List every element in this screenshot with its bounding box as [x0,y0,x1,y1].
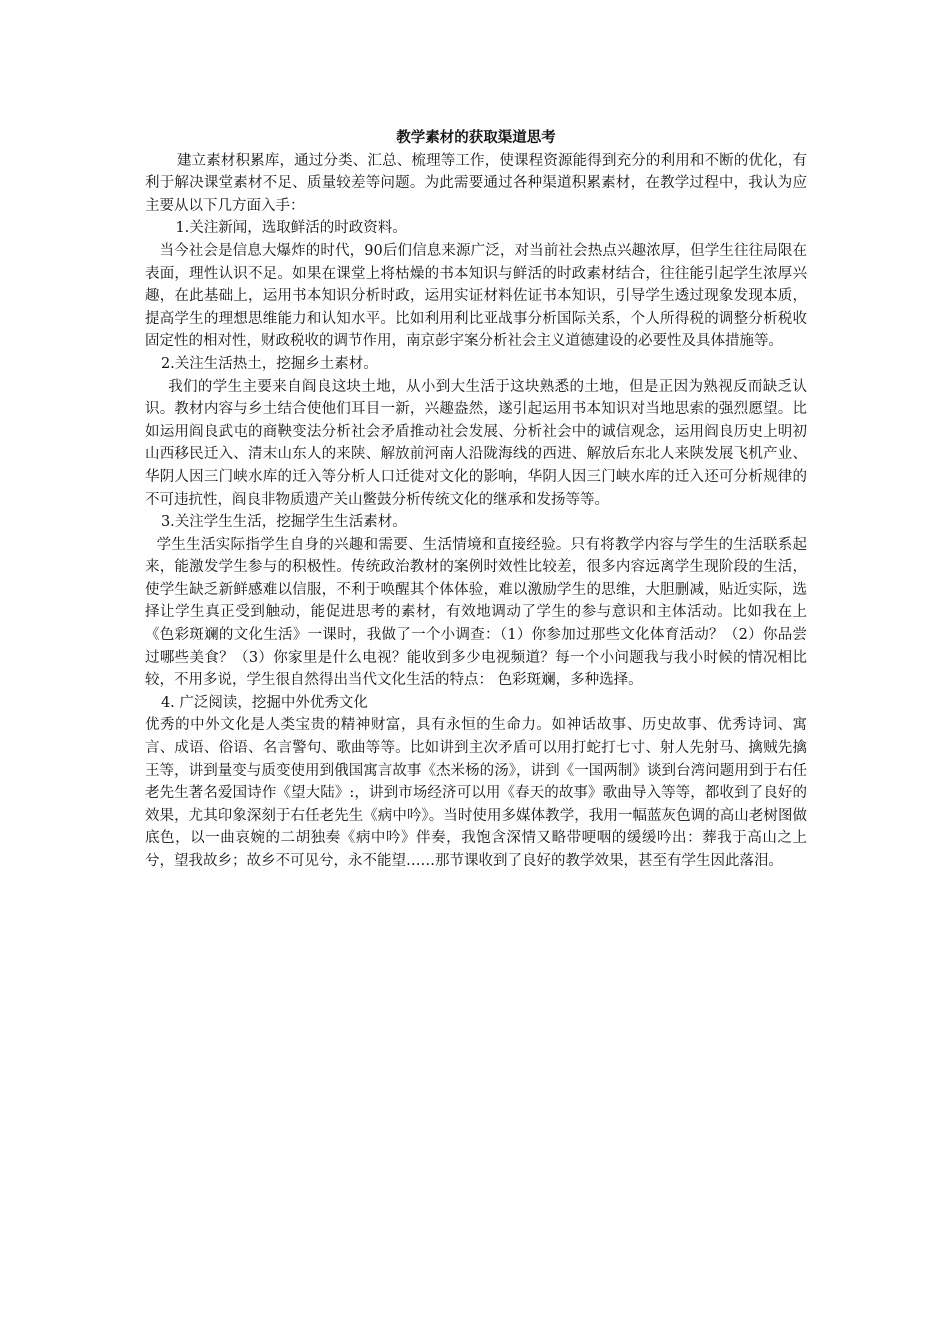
section-1-body: 当今社会是信息大爆炸的时代，90后们信息来源广泛，对当前社会热点兴趣浓厚，但学生往往局限在表面，理性认识不足。如果在课堂上将枯燥的书本知识与鲜活的时政素材结合，往往能引起学生浓厚兴趣，在此基础上，运用书本知识分析时政，运用实证材料佐证书本知识，引导学生透过现象发现本质，提高学生的理想思维能力和认知水平。比如利用利比亚战事分析国际关系，个人所得税的调整分析税收固定性的相对性，财政税收的调节作用，南京彭宇案分析社会主义道德建设的必要性及具体措施等。 [145,242,807,350]
section-2-heading: 2.关注生活热土，挖掘乡土素材。 [160,355,378,372]
section-3-heading: 3.关注学生生活，挖掘学生生活素材。 [160,514,407,531]
section-3-body: 学生生活实际指学生自身的兴趣和需要、生活情境和直接经验。只有将教学内容与学生的生活联系起来，能激发学生参与的积极性。传统政治教材的案例时效性比较差，很多内容远离学生现阶段的生活，使学生缺乏新鲜感难以信服，不利于唤醒其个体体验，难以激励学生的思维，大胆删减，贴近实际，选择让学生真正受到触动，能促进思考的素材，有效地调动了学生的参与意识和主体活动。比如我在上《色彩斑斓的文化生活》一课时，我做了一个小调查：（1）你参加过那些文化体育活动？（2）你品尝过哪些美食？（3）你家里是什么电视？能收到多少电视频道？每一个小问题我与我小时候的情况相比较，不用多说，学生很自然得出当代文化生活的特点： 色彩斑斓，多种选择。 [145,536,807,689]
section-1-heading: 1.关注新闻，选取鲜活的时政资料。 [175,220,407,237]
intro-paragraph: 建立素材积累库，通过分类、汇总、梳理等工作，使课程资源能得到充分的利用和不断的优化，有利于解决课堂素材不足、质量较差等问题。为此需要通过各种渠道积累素材，在教学过程中，我认为应主要从以下几方面入手： [145,152,807,214]
document-title: 教学素材的获取渠道思考 [396,129,556,146]
section-2-body: 我们的学生主要来自阎良这块土地，从小到大生活于这块熟悉的土地，但是正因为熟视反而缺乏认识。教材内容与乡土结合使他们耳目一新，兴趣盎然，遂引起运用书本知识对当地思索的强烈愿望。比如运用阎良武屯的商鞅变法分析社会矛盾推动社会发展、分析社会中的诚信观念，运用阎良历史上明初山西移民迁入、清末山东人的来陕、解放前河南人沿陇海线的西进、解放后东北人来陕发展飞机产业、华阴人因三门峡水库的迁入等分析人口迁徙对文化的影响，华阴人因三门峡水库的迁入还可分析规律的不可违抗性，阎良非物质遗产关山鳖鼓分析传统文化的继承和发扬等等。 [145,378,807,508]
section-4-body: 优秀的中外文化是人类宝贵的精神财富，具有永恒的生命力。如神话故事、历史故事、优秀诗词、寓言、成语、俗语、名言警句、歌曲等等。比如讲到主次矛盾可以用打蛇打七寸、射人先射马、擒贼先擒王等，讲到量变与质变使用到俄国寓言故事《杰米杨的汤》，讲到《一国两制》谈到台湾问题用到于右任老先生著名爱国诗作《望大陆》:，讲到市场经济可以用《春天的故事》歌曲导入等等，都收到了良好的效果，尤其印象深刻于右任老先生《病中吟》。当时使用多媒体教学，我用一幅蓝灰色调的高山老树图做底色，以一曲哀婉的二胡独奏《病中吟》伴奏，我饱含深情又略带哽咽的缓缓吟出：葬我于高山之上兮，望我故乡；故乡不可见兮，永不能望……那节课收到了良好的教学效果，甚至有学生因此落泪。 [145,717,807,869]
section-4-heading: 4. 广泛阅读，挖掘中外优秀文化 [160,694,368,711]
document-body [145,127,807,873]
